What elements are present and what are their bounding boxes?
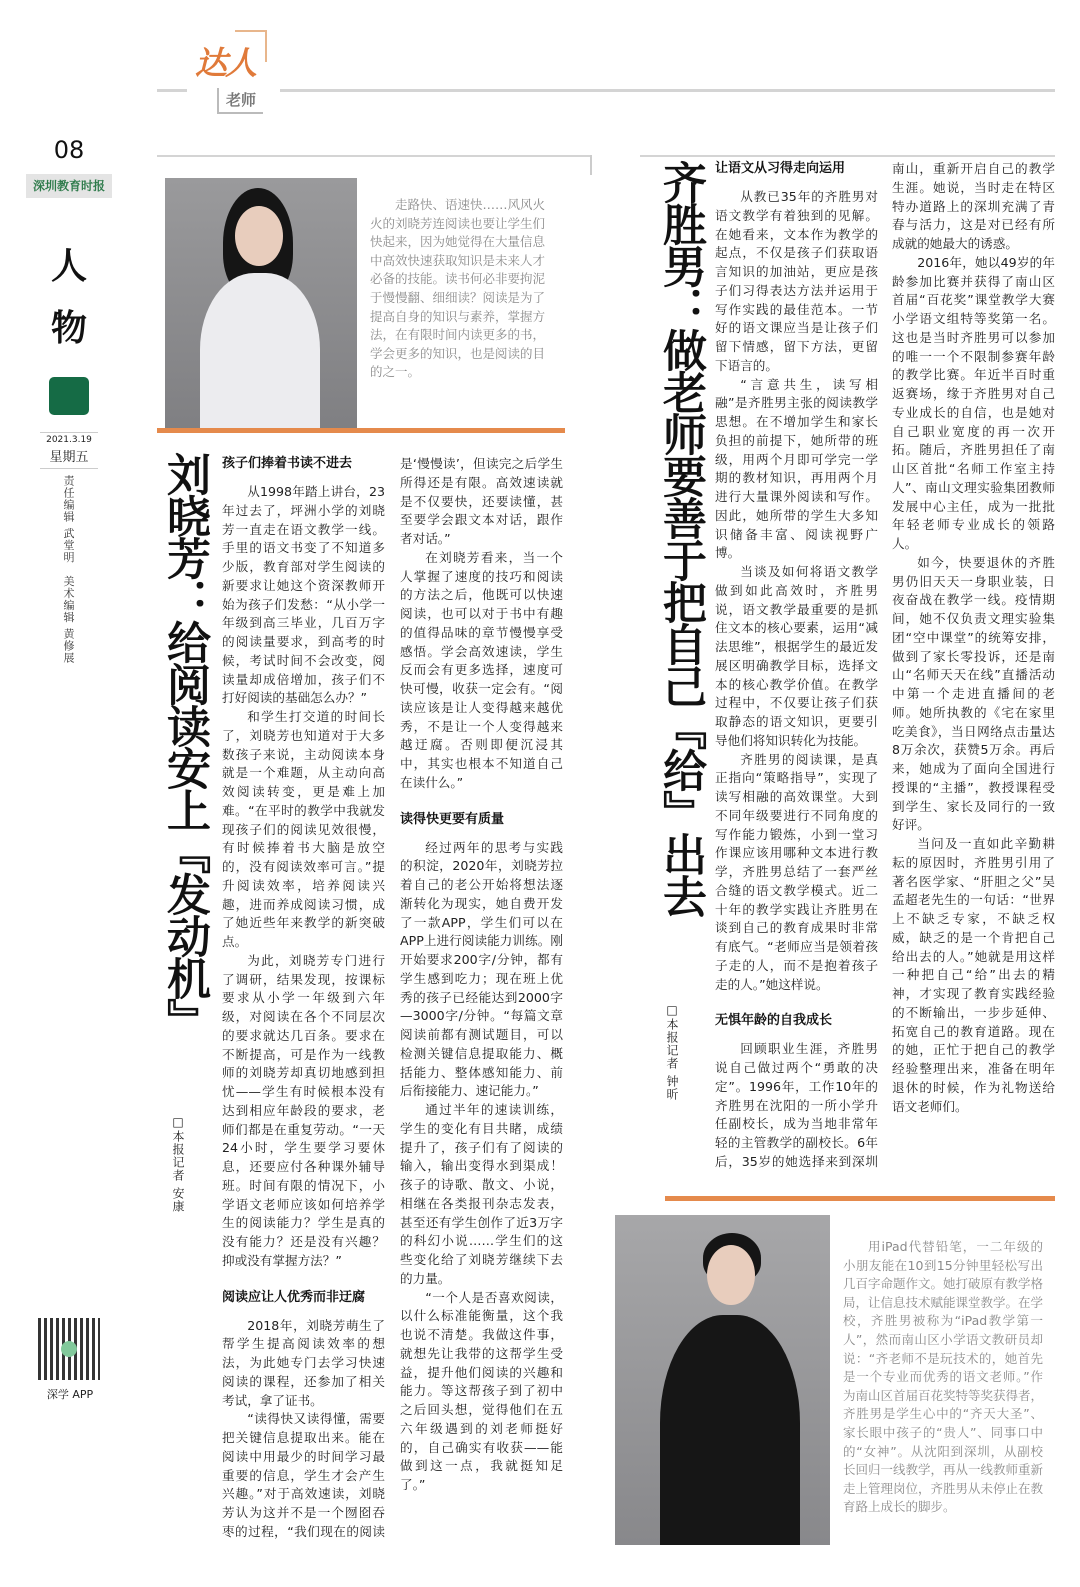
right-article-byline: □本报记者 钟昕 (665, 1003, 679, 1101)
right-photo-caption (843, 1238, 1043, 1517)
issue-date: 2021.3.19 (40, 432, 98, 445)
section-heading: 孩子们捧着书读不进去 (222, 456, 353, 471)
section-heading: 让语文从习得走向运用 (715, 161, 846, 176)
paragraph: 通过半年的速读训练，学生的变化有目共睹，成绩提升了，孩子们有了阅读的输入，输出变得水到渠成！孩子的诗歌、散文、小说，相继在各类报刊杂志发表，甚至还有学生创作了近3万字的科幻小说……学生们的这些变化给了刘晓芳继续下去的力量。 (400, 1102, 563, 1286)
newspaper-logo: 深圳教育时报 (26, 174, 112, 198)
column-logo (195, 30, 270, 115)
accent-bar (157, 428, 565, 433)
right-article-title: 齐胜男：做老师要善于把自己『给』出去 (655, 160, 706, 916)
right-article-top-rule (640, 155, 1055, 157)
portrait-photo-liu (165, 178, 357, 432)
paragraph: “读得快又读得懂，需要把关键信息提取出来。能在阅读中用最少的时间学习最重要的信息，学生才会产生兴趣。”对于高效速读，刘晓芳认为这并不是一个囫囵吞枣的过程，“我们现在的阅读是‘慢慢读’，但读完之后学生所得还是有限。高效速读就是不仅要快，还要读懂，甚至要学会跟文本对话，跟作者对话。” (222, 456, 563, 1539)
paragraph: 回顾职业生涯，齐胜男说自己做过两个“勇敢的决定”。1996年，工作10年的齐胜男在沈阳的一所小学升任副校长，成为当地非常年轻的主管教学的副校长。6年后，35岁的她选择来到深圳南山，重新开启自己的教学生涯。她说，当时走在特区特办道路上的深圳充满了青春与活力，这是对已经有所成就的她最大的诱惑。 (715, 161, 1055, 1169)
intro-text: 走路快、语速快……风风火火的刘晓芳连阅读也要让学生们快起来，因为她觉得在大量信息中高效快速获取知识是未来人才必备的技能。读书何必非要拘泥于慢慢翻、细细读？阅读是为了提高自身的知识与素养，掌握方法，在有限时间内读更多的书，学会更多的知识，也是阅读的目的之一。 (370, 197, 546, 380)
left-article-intro (370, 196, 545, 382)
header-rule-left (157, 89, 187, 92)
article-divider (590, 155, 592, 175)
paragraph: 从1998年踏上讲台，23年过去了，坪洲小学的刘晓芳一直走在语文教学一线。手里的语文书变了不知道多少版，教育部对学生阅读的新要求让她这个资深教师开始为孩子们发愁：“从小学一年级到高三毕业，几百万字的阅读量要求，到高考的时候，考试时间不会改变，阅读量却成倍增加，孩子们不打好阅读的基础怎么办？” (222, 484, 385, 706)
issue-weekday: 星期五 (40, 446, 98, 469)
left-article-title: 刘晓芳：给阅读安上『发动机』 (159, 452, 210, 1040)
header-rule-right (280, 89, 1055, 92)
section-heading: 阅读应让人优秀而非迂腐 (222, 1289, 366, 1305)
section-title-char: 人 (50, 245, 87, 287)
section-heading: 无惧年龄的自我成长 (715, 1013, 833, 1029)
section-heading: 读得快更要有质量 (400, 811, 505, 827)
paragraph: 当谈及如何将语文教学做到如此高效时，齐胜男说，语文教学最重要的是抓住文本的核心要素，运用“减法思维”，根据学生的最近发展区明确教学目标，选择文本的核心教学价值。在教学过程中，不仅要让孩子们获取静态的语文知识，更要引导他们将知识转化为技能。 (715, 564, 878, 748)
paragraph: 当问及一直如此辛勤耕耘的原因时，齐胜男引用了著名医学家、“肝胆之父”吴孟超老先生的一句话：“世界上不缺乏专家，不缺乏权威，缺乏的是一个肯把自己给出去的人。”她就是用这样一种把自己“给”出去的精神，才实现了教育实践经验的不断输出，一步步延伸、拓宽自己的教育道路。现在的她，正忙于把自己的教学经验整理出来，准备在明年退休的时候，作为礼物送给语文老师们。 (892, 836, 1055, 1114)
paragraph: 2016年，她以49岁的年龄参加比赛并获得了南山区首届“百花奖”课堂教学大赛小学语文组特等奖第一名。这也是当时齐胜男可以参加的唯一一个不限制参赛年龄的教学比赛。年近半百时重返赛场，缘于齐胜男对自己专业成长的自信，也是她对自己职业宽度的再一次开拓。随后，齐胜男担任了南山区首批“名师工作室主持人”、南山文理实验集团教师发展中心主任，成为一批批年轻老师专业成长的领路人。 (892, 254, 1055, 551)
paragraph: 从教已35年的齐胜男对语文教学有着独到的见解。在她看来，文本作为教学的起点，不仅是孩子们获取语言知识的加油站，更应是孩子们习得表达方法并运用于写作实践的最佳范本。一节好的语文课应当是让孩子们留下情感，留下方法，更留下语言的。 (715, 189, 878, 373)
paragraph: 经过两年的思考与实践的积淀，2020年，刘晓芳拉着自己的老公开始将想法逐渐转化为现实，她自费开发了一款APP，学生们可以在APP上进行阅读能力训练。刚开始要求200字/分钟，都有学生感到吃力；现在班上优秀的孩子已经能达到2000字—3000字/分钟。“每篇文章阅读前都有测试题目，可以检测关键信息提取能力、概括能力、整体感知能力、前后衔接能力、速记能力。” (400, 839, 563, 1099)
left-article-byline: □本报记者 安康 (171, 1115, 185, 1213)
paragraph: 在刘晓芳看来，当一个人掌握了速度的技巧和阅读的方法之后，他既可以快速阅读，也可以对于书中有趣的值得品味的章节慢慢享受感悟。学会高效速读，学生反而会有更多选择，速度可快可慢，收获一定会有。“阅读应该是让人变得越来越优秀，不是让一个人变得越来越迂腐。否则即便沉浸其中，其实也根本不知道自己在读什么。” (400, 549, 563, 790)
paragraph: 如今，快要退休的齐胜男仍旧天天一身职业装，日夜奋战在教学一线。疫情期间，她不仅负责文理实验集团“空中课堂”的统筹安排，做到了家长零投诉，还是南山“名师天天在线”直播活动中第一个走进直播间的老师。她所执教的《宅在家里吃美食》，当日网络点击量达8万余次，获赞5万余。再后来，她成为了面向全国进行授课的“主播”，教授课程受到学生、家长及同行的一致好评。 (892, 554, 1055, 833)
section-color-block (49, 377, 89, 415)
page-number: 08 (53, 136, 85, 164)
paragraph: 齐胜男的阅读课，是真正指向“策略指导”，实现了读写相融的高效课堂。大到不同年级要进行不同角度的写作能力锻炼，小到一堂习作课应该用哪种文本进行教学，齐胜男总结了一套严丝合缝的语文教学模式。近二十年的教学实践让齐胜男在谈到自己的教育成果时非常有底气。“老师应当是领着孩子走的人，而不是抱着孩子走的人。”她这样说。 (715, 751, 878, 992)
portrait-photo-qi (615, 1215, 830, 1545)
paragraph: 为此，刘晓芳专门进行了调研，结果发现，按课标要求从小学一年级到六年级，对阅读在各个不同层次的要求就达几百条。要求在不断提高，可是作为一线教师的刘晓芳却真切地感到担忧——学生有时候根本没有达到相应年龄段的要求，老师们都是在重复劳动。“一天24小时，学生要学习要休息，还要应付各种课外辅导班。时间有限的情况下，小学语文老师应该如何培养学生的阅读能力？学生是真的没有能力？还是没有兴趣？抑或没有掌握方法？” (222, 952, 385, 1268)
paragraph: 和学生打交道的时间长了，刘晓芳也知道对于大多数孩子来说，主动阅读本身就是一个难题，从主动向高效阅读转变，更是难上加难。“在平时的教学中我就发现孩子们的阅读见效很慢，有时候捧着书大脑是放空的，没有阅读效率可言。”提升阅读效率，培养阅读兴趣，进而养成阅读习惯，成了她近些年来教学的新突破点。 (222, 709, 385, 949)
paragraph: “言意共生，读写相融”是齐胜男主张的阅读教学思想。在不增加学生和家长负担的前提下，她所带的班级，用两个月即可学完一学期的教材知识，再用两个月进行大量课外阅读和写作。因此，她所带的学生大多知识储备丰富、阅读视野广博。 (715, 376, 878, 561)
logo-main-text: 达人 (195, 44, 256, 82)
accent-bar (665, 1196, 1055, 1201)
left-article-top-rule (157, 155, 592, 157)
logo-sub-text: 老师 (217, 88, 263, 114)
right-article-body (715, 160, 1055, 1172)
section-title-char: 物 (50, 307, 87, 349)
qr-code-icon[interactable] (38, 1318, 100, 1380)
qr-label: 深学 APP (46, 1388, 94, 1401)
editor-credits: 责任编辑 武堂明 美术编辑 黄修展 (62, 475, 75, 664)
paragraph: “一个人是否喜欢阅读，以什么标准能衡量，这个我也说不清楚。我做这件事，就想先让我带的这帮学生受益，提升他们阅读的兴趣和能力。等这帮孩子到了初中之后回头想，觉得他们在五六年级遇到的刘老师挺好的，自己确实有收获——能做到这一点，我就挺知足了。” (400, 1289, 563, 1492)
paragraph: 2018年，刘晓芳萌生了帮学生提高阅读效率的想法，为此她专门去学习快速阅读的课程，还参加了相关考试，拿了证书。 (222, 1317, 385, 1408)
caption-text: 用iPad代替铅笔，一二年级的小朋友能在10到15分钟里轻松写出几百字命题作文。她打破原有教学格局，让信息技术赋能课堂教学。在学校，齐胜男被称为“iPad教学第一人”，然而南山区小学语文教研员却说：“齐老师不是玩技术的，她首先是一个专业而优秀的语文老师。”作为南山区首届百花奖特等奖获得者，齐胜男是学生心中的“齐天大圣”、家长眼中孩子的“贵人”、同事口中的“女神”。从沈阳到深圳，从副校长回归一线教学，再从一线教师重新走上管理岗位，齐胜男从未停止在教育路上成长的脚步。 (843, 1239, 1044, 1515)
left-article-body (222, 455, 563, 1557)
